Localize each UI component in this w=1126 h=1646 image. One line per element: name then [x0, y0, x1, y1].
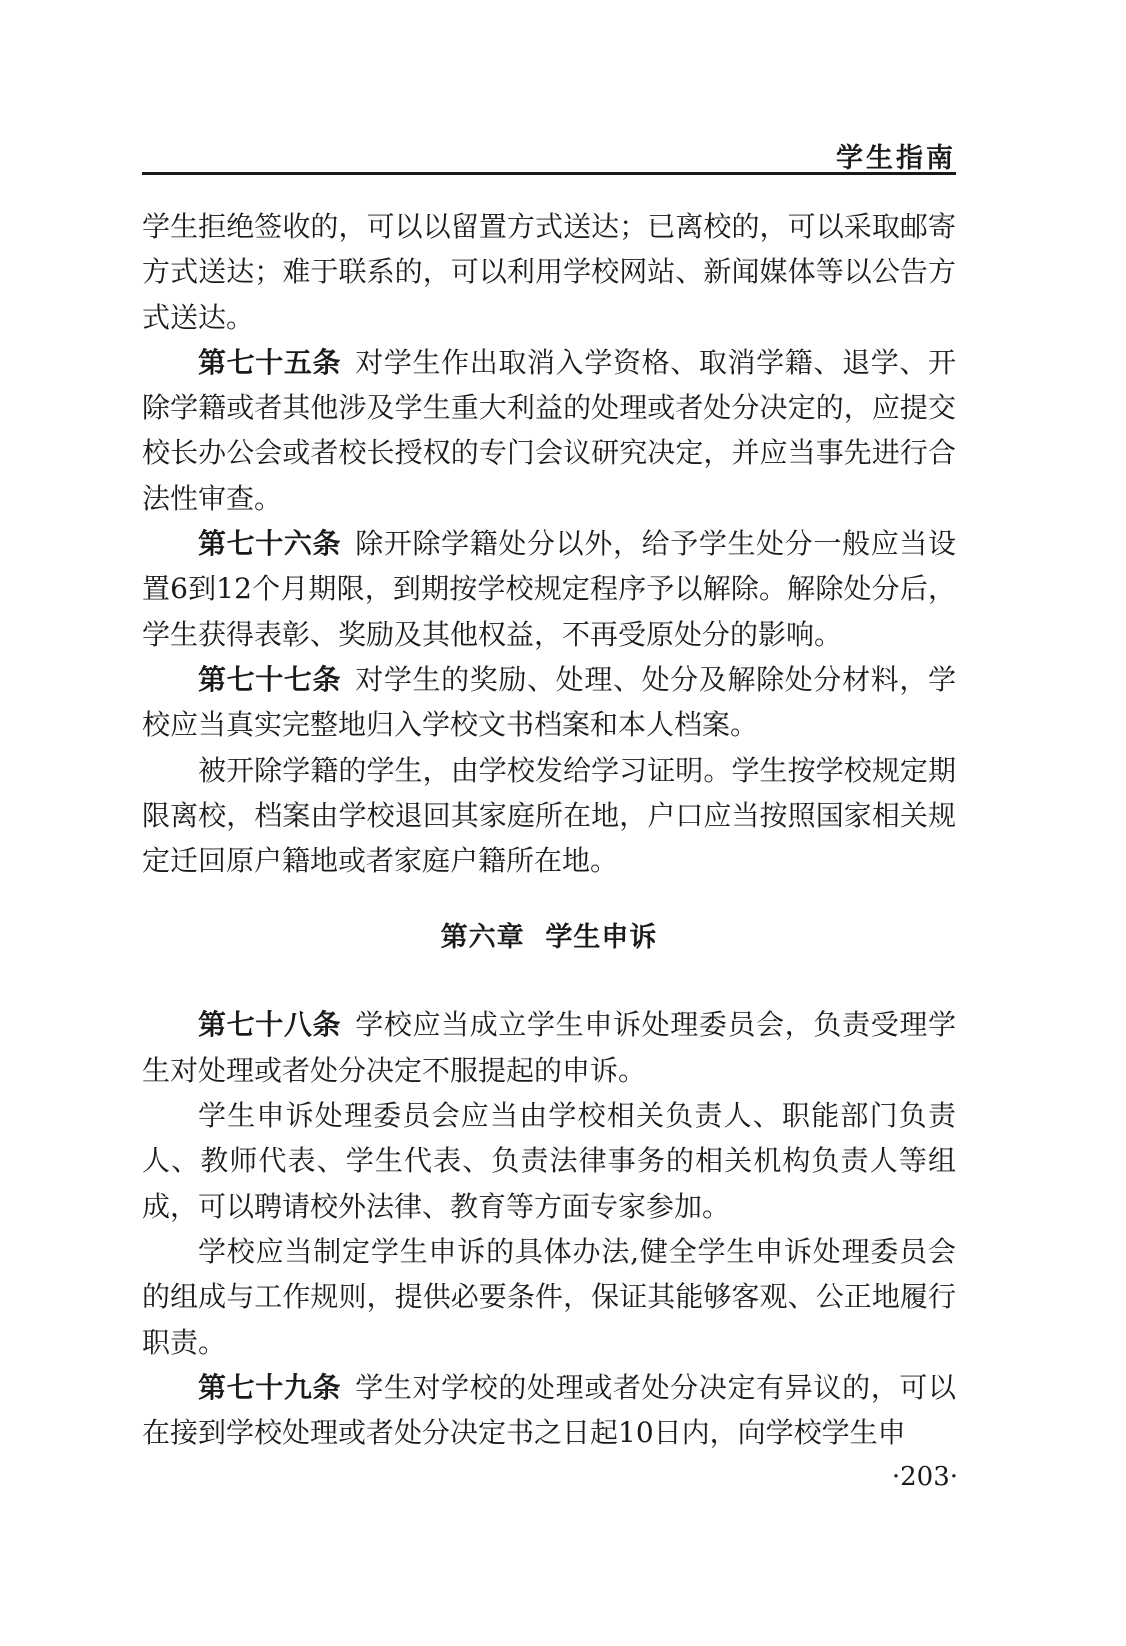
paragraph-text: 学校应当制定学生申诉的具体办法,健全学生申诉处理委员会的组成与工作规则，提供必要条件，保证其能够客观、公正地履行职责。 — [142, 1234, 956, 1359]
paragraph-text: 被开除学籍的学生，由学校发给学习证明。学生按学校规定期限离校，档案由学校退回其家庭所在地，户口应当按照国家相关规定迁回原户籍地或者家庭户籍所在地。 — [142, 753, 956, 878]
paragraph — [142, 204, 956, 340]
running-header — [142, 132, 956, 175]
paragraph-text: 对学生作出取消入学资格、取消学籍、退学、开除学籍或者其他涉及学生重大利益的处理或者处分决定的，应提交校长办公会或者校长授权的专门会议研究决定，并应当事先进行合法性审查。 — [142, 345, 956, 515]
article-number: 第七十六条 — [198, 527, 342, 561]
paragraph-text: 学生申诉处理委员会应当由学校相关负责人、职能部门负责人、教师代表、学生代表、负责法律事务的相关机构负责人等组成，可以聘请校外法律、教育等方面专家参加。 — [142, 1099, 956, 1223]
paragraph — [142, 748, 956, 884]
article-79 — [142, 1365, 956, 1456]
header-title: 学生指南 — [836, 143, 956, 174]
body-text — [142, 204, 956, 1455]
article-75 — [142, 340, 956, 521]
article-77 — [142, 657, 956, 748]
article-number: 第七十七条 — [198, 662, 342, 696]
paragraph-text: 对学生的奖励、处理、处分及解除处分材料，学校应当真实完整地归入学校文书档案和本人档案。 — [142, 662, 956, 742]
article-number: 第七十九条 — [198, 1370, 342, 1404]
article-number: 第七十八条 — [198, 1008, 342, 1042]
paragraph — [142, 1229, 956, 1365]
article-78 — [142, 1002, 956, 1093]
page-number: ·203· — [891, 1462, 958, 1492]
paragraph-text: 学生对学校的处理或者处分决定有异议的，可以在接到学校处理或者处分决定书之日起10日内，向学校学生申 — [142, 1370, 956, 1450]
article-number: 第七十五条 — [198, 345, 342, 379]
paragraph-text: 学校应当成立学生申诉处理委员会，负责受理学生对处理或者处分决定不服提起的申诉。 — [142, 1008, 956, 1087]
paragraph — [142, 1093, 956, 1229]
chapter-heading: 第六章 学生申诉 — [440, 922, 658, 954]
paragraph-text: 学生拒绝签收的，可以以留置方式送达；已离校的，可以采取邮寄方式送达；难于联系的，可以利用学校网站、新闻媒体等以公告方式送达。 — [142, 210, 956, 334]
paragraph-text: 除开除学籍处分以外，给予学生处分一般应当设置6到12个月期限，到期按学校规定程序予以解除。解除处分后，学生获得表彰、奖励及其他权益，不再受原处分的影响。 — [142, 527, 956, 651]
article-76 — [142, 521, 956, 657]
